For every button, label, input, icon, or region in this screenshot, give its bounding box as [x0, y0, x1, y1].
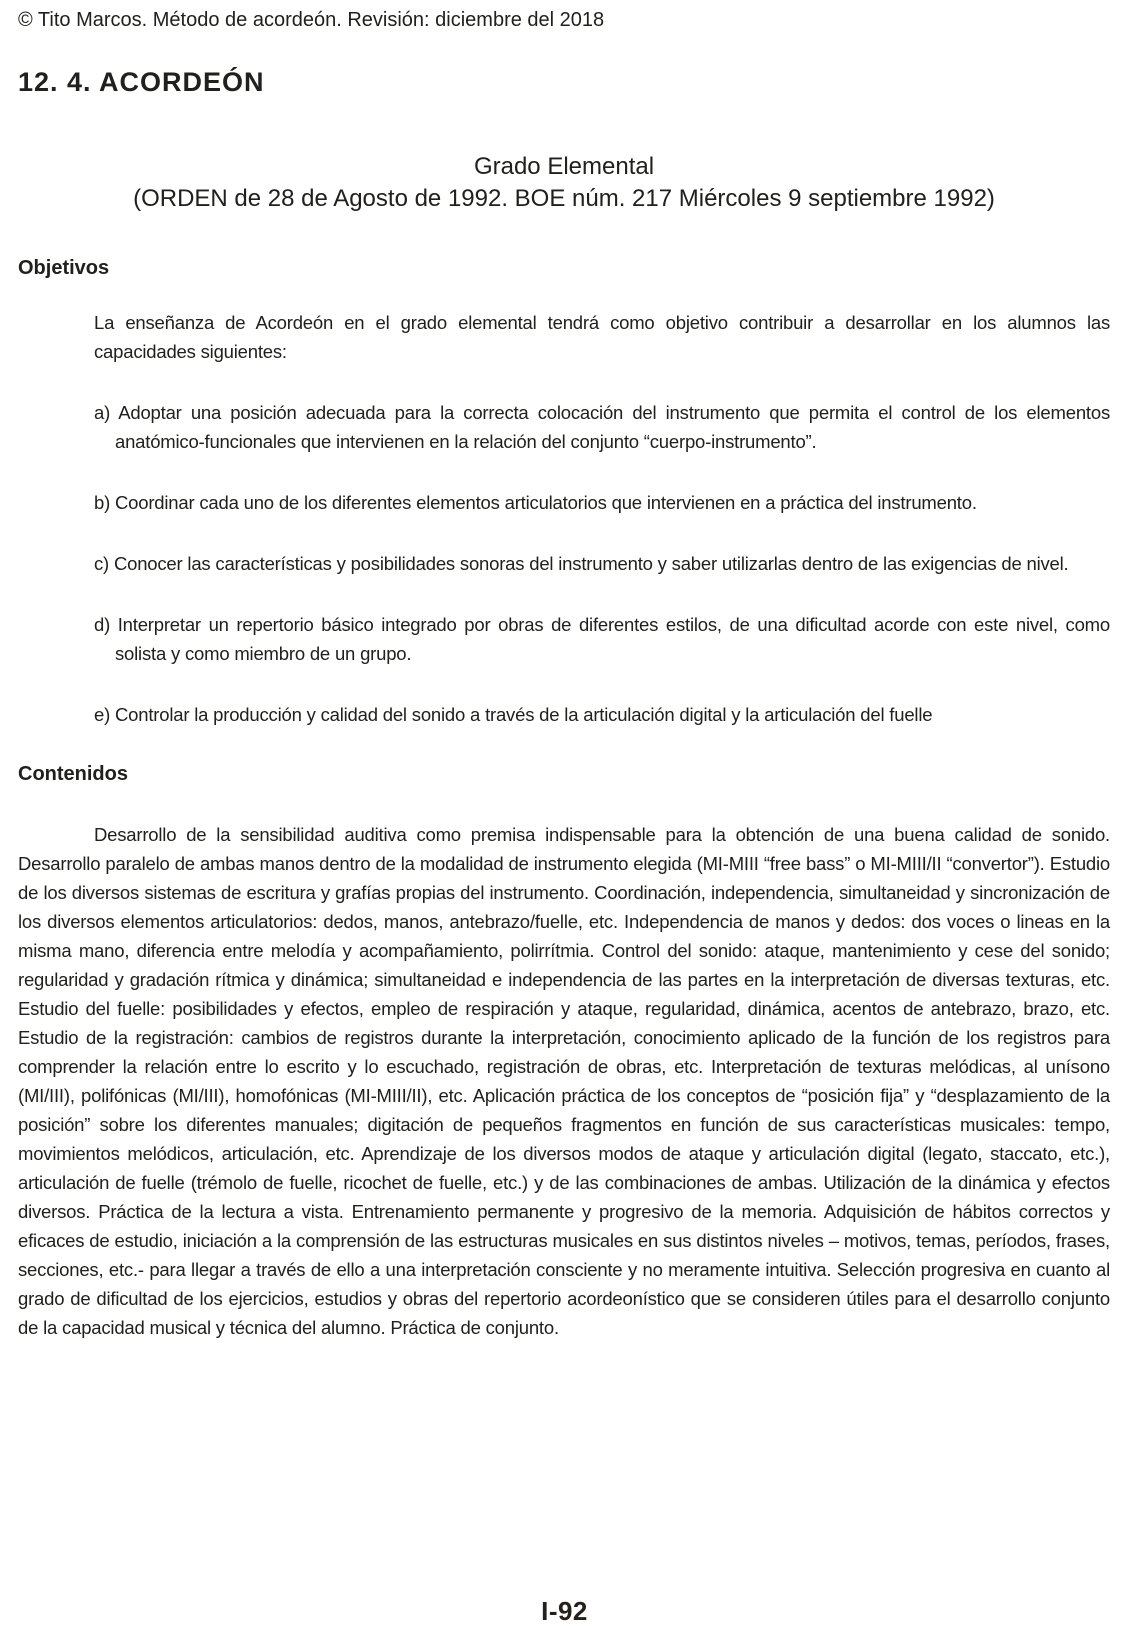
objetivos-item-e: e) Controlar la producción y calidad del sonido a través de la articulación digital y la articulación del fuelle — [94, 704, 933, 725]
copyright-line: © Tito Marcos. Método de acordeón. Revisión: diciembre del 2018 — [18, 9, 605, 31]
objetivos-item-d: d) Interpretar un repertorio básico integrado por obras de diferentes estilos, de una dificultad acorde con este nivel, como solista y como miembro de un grupo. — [94, 614, 1110, 664]
objetivos-heading: Objetivos — [18, 257, 110, 279]
contenidos-heading: Contenidos — [18, 763, 128, 785]
objetivos-item-c: c) Conocer las características y posibilidades sonoras del instrumento y saber utilizarlas dentro de las exigencias de nivel. — [94, 553, 1069, 574]
objetivos-item-b: b) Coordinar cada uno de los diferentes elementos articulatorios que intervienen en a práctica del instrumento. — [94, 492, 977, 513]
order-reference: (ORDEN de 28 de Agosto de 1992. BOE núm. 217 Miércoles 9 septiembre 1992) — [133, 185, 995, 212]
grade-heading: Grado Elemental — [473, 153, 655, 180]
section-title: 12. 4. ACORDEÓN — [18, 67, 265, 97]
objetivos-intro: La enseñanza de Acordeón en el grado elemental tendrá como objetivo contribuir a desarrollar en los alumnos las capacidades siguientes: — [94, 312, 1110, 362]
page-number: I-92 — [541, 1596, 588, 1626]
subtitle-block — [18, 151, 1110, 215]
objetivos-item-a: a) Adoptar una posición adecuada para la correcta colocación del instrumento que permita el control de los elementos anatómico-funcionales que intervienen en la relación del conjunto “cuerpo-instrumento”. — [94, 402, 1110, 452]
contenidos-body: Desarrollo de la sensibilidad auditiva como premisa indispensable para la obtención de una buena calidad de sonido. Desarrollo paralelo de ambas manos dentro de la modalidad de instrumento elegida (MI-MIII “free bass” o MI-MIII/II “convertor”). Estudio de los diversos sistemas de escritura y grafías propias del instrumento. Coordinación, independencia, simultaneidad y sincronización de los diversos elementos articulatorios: dedos, manos, antebrazo/fuelle, etc. Independencia de manos y dedos: dos voces o lineas en la misma mano, diferencia entre melodía y acompañamiento, polirrítmia. Control del sonido: ataque, mantenimiento y cese del sonido; regularidad y gradación rítmica y dinámica; simultaneidad e independencia de las partes en la interpretación de diversas texturas, etc. Estudio del fuelle: posibilidades y efectos, empleo de respiración y ataque, regularidad, dinámica, acentos de antebrazo, brazo, etc. Estudio de la registración: cambios de registros durante la interpretación, conocimiento aplicado de la función de los registros para comprender la relación entre lo escrito y lo escuchado, registración de obras, etc. Interpretación de texturas melódicas, al unísono (MI/III), polifónicas (MI/III), homofónicas (MI-MIII/II), etc. Aplicación práctica de los conceptos de “posición fija” y “desplazamiento de la posición” sobre los diferentes manuales; digitación de pequeños fragmentos en función de sus características musicales: tempo, movimientos melódicos, articulación, etc. Aprendizaje de los diversos modos de ataque y articulación digital (legato, staccato, etc.), articulación de fuelle (trémolo de fuelle, ricochet de fuelle, etc.) y de las combinaciones de ambas. Utilización de la dinámica y efectos diversos. Práctica de la lectura a vista. Entrenamiento permanente y progresivo de la memoria. Adquisición de hábitos correctos y eficaces de estudio, iniciación a la comprensión de las estructuras musicales en sus distintos niveles – motivos, temas, períodos, frases, secciones, etc.- para llegar a través de ello a una interpretación consciente y no meramente intuitiva. Selección progresiva en cuanto al grado de dificultad de los ejercicios, estudios y obras del repertorio acordeonístico que se consideren útiles para el desarrollo conjunto de la capacidad musical y técnica del alumno. Práctica de conjunto. — [18, 824, 1110, 1338]
